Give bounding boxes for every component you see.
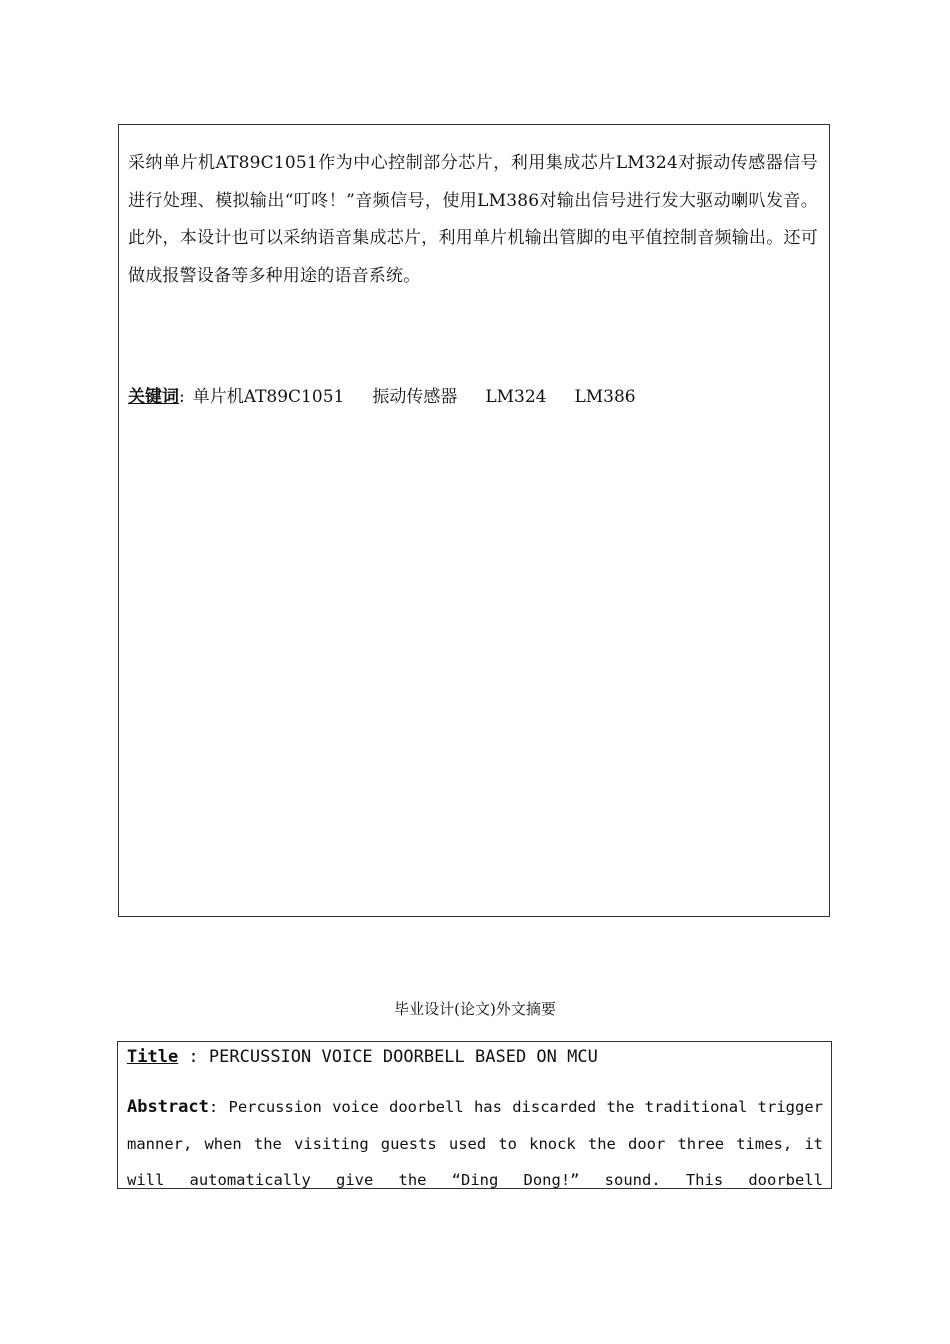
keyword-item: LM386 bbox=[574, 387, 636, 407]
english-abstract-box bbox=[117, 1041, 832, 1189]
title-text: PERCUSSION VOICE DOORBELL BASED ON MCU bbox=[208, 1047, 598, 1067]
keyword-item: LM324 bbox=[485, 387, 547, 407]
chinese-abstract-paragraph: 采纳单片机AT89C1051作为中心控制部分芯片，利用集成芯片LM324对振动传感器信号进行处理、模拟输出“叮咚！”音频信号，使用LM386对输出信号进行发大驱动喇叭发音。此外，本设计也可以采纳语音集成芯片，利用单片机输出管脚的电平值控制音频输出。还可做成报警设备等多种用途的语音系统。 bbox=[128, 153, 818, 286]
title-label: Title bbox=[127, 1047, 179, 1067]
keyword-item: 振动传感器 bbox=[372, 387, 458, 407]
keywords-label: 关键词 bbox=[128, 387, 179, 407]
keywords-separator: : bbox=[179, 387, 185, 407]
english-title-line bbox=[127, 1044, 598, 1070]
chinese-keywords-line bbox=[128, 382, 664, 412]
title-separator: : bbox=[178, 1047, 209, 1067]
abstract-label: Abstract bbox=[127, 1097, 209, 1117]
abstract-text: : Percussion voice doorbell has discarded the traditional trigger manner, when the visiting guests used to knock the door three times, it will automatically give the “Ding Dong!” sound. This doorbell bbox=[127, 1098, 823, 1189]
keyword-item: 单片机AT89C1051 bbox=[192, 387, 345, 407]
foreign-abstract-heading: 毕业设计(论文)外文摘要 bbox=[394, 1000, 556, 1018]
chinese-abstract-box bbox=[118, 124, 830, 917]
english-abstract-paragraph bbox=[127, 1089, 823, 1189]
